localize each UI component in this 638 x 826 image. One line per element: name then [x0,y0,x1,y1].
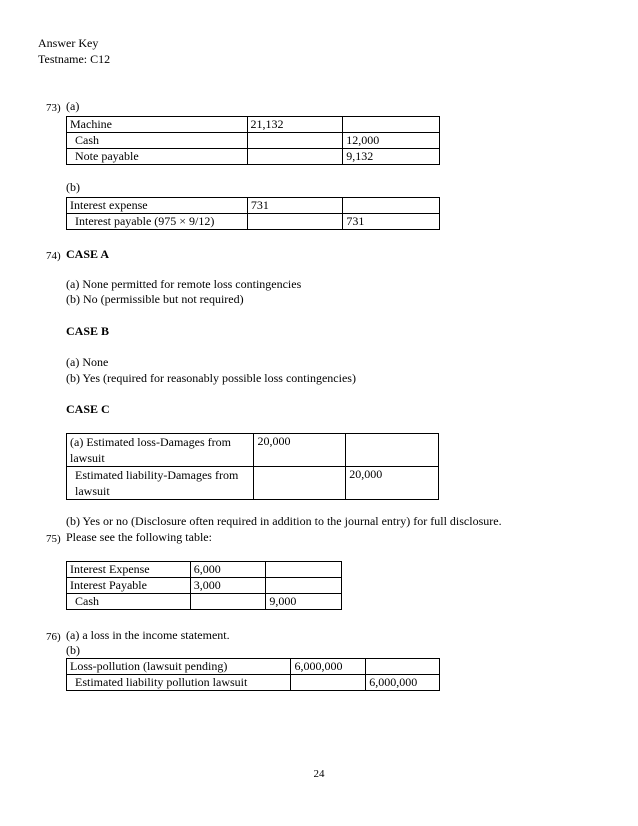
page-number: 24 [313,768,325,780]
debit-cell: 20,000 [254,434,346,467]
credit-cell: 9,132 [343,149,440,165]
testname-label: Testname: C12 [38,52,111,66]
table-row [67,434,439,467]
credit-cell: 6,000,000 [366,675,440,691]
q73-journal-table-b [66,197,440,230]
q76-part-a: (a) a loss in the income statement. [66,628,230,642]
case-b-line-1: (a) None [66,355,109,369]
question-73-number: 73) [46,102,61,114]
question-76-number: 76) [46,631,61,643]
question-74-number: 74) [46,250,61,262]
account-cell: Cash [67,594,191,610]
answer-key-title: Answer Key [38,36,99,50]
credit-cell: 12,000 [343,133,440,149]
table-row [67,659,440,675]
debit-cell [247,214,343,230]
table-row [67,594,342,610]
credit-cell [266,578,342,594]
account-cell: Cash [67,133,248,149]
debit-cell [247,149,343,165]
case-b-heading: CASE B [66,324,110,338]
case-a-line-2: (b) No (permissible but not required) [66,292,244,306]
account-cell: Note payable [67,149,248,165]
credit-cell [343,198,440,214]
account-cell: Interest payable (975 × 9/12) [67,214,248,230]
debit-cell: 3,000 [190,578,266,594]
debit-cell [291,675,366,691]
q75-intro: Please see the following table: [66,530,212,544]
table-row [67,562,342,578]
table-row [67,675,440,691]
q73-journal-table-a [66,116,440,165]
table-row [67,149,440,165]
table-row [67,198,440,214]
account-cell: Estimated liability-Damages from lawsuit [67,467,254,500]
q73-part-a-label: (a) [66,99,80,113]
case-b-line-2: (b) Yes (required for reasonably possible loss contingencies) [66,371,356,385]
account-cell: Interest expense [67,198,248,214]
table-row [67,578,342,594]
q73-part-b-label: (b) [66,180,80,194]
account-cell: Interest Payable [67,578,191,594]
debit-cell: 6,000 [190,562,266,578]
debit-cell: 21,132 [247,117,343,133]
q75-journal-table [66,561,342,610]
debit-cell [247,133,343,149]
case-a-heading: CASE A [66,247,110,261]
table-row [67,467,439,500]
credit-cell [343,117,440,133]
q76-journal-table [66,658,440,691]
credit-cell: 20,000 [346,467,439,500]
credit-cell [346,434,439,467]
account-cell: Interest Expense [67,562,191,578]
case-c-heading: CASE C [66,402,110,416]
account-cell: (a) Estimated loss-Damages from lawsuit [67,434,254,467]
case-c-disclosure-line: (b) Yes or no (Disclosure often required in addition to the journal entry) for full disclosure. [66,514,502,528]
credit-cell [266,562,342,578]
debit-cell: 731 [247,198,343,214]
credit-cell: 9,000 [266,594,342,610]
account-cell: Estimated liability pollution lawsuit [67,675,291,691]
credit-cell [366,659,440,675]
account-cell: Machine [67,117,248,133]
question-75-number: 75) [46,533,61,545]
debit-cell [254,467,346,500]
table-row [67,117,440,133]
table-row [67,133,440,149]
q74-journal-table-c [66,433,439,500]
account-cell: Loss-pollution (lawsuit pending) [67,659,291,675]
case-a-line-1: (a) None permitted for remote loss contingencies [66,277,302,291]
debit-cell [190,594,266,610]
q76-part-b-label: (b) [66,643,80,657]
credit-cell: 731 [343,214,440,230]
debit-cell: 6,000,000 [291,659,366,675]
table-row [67,214,440,230]
